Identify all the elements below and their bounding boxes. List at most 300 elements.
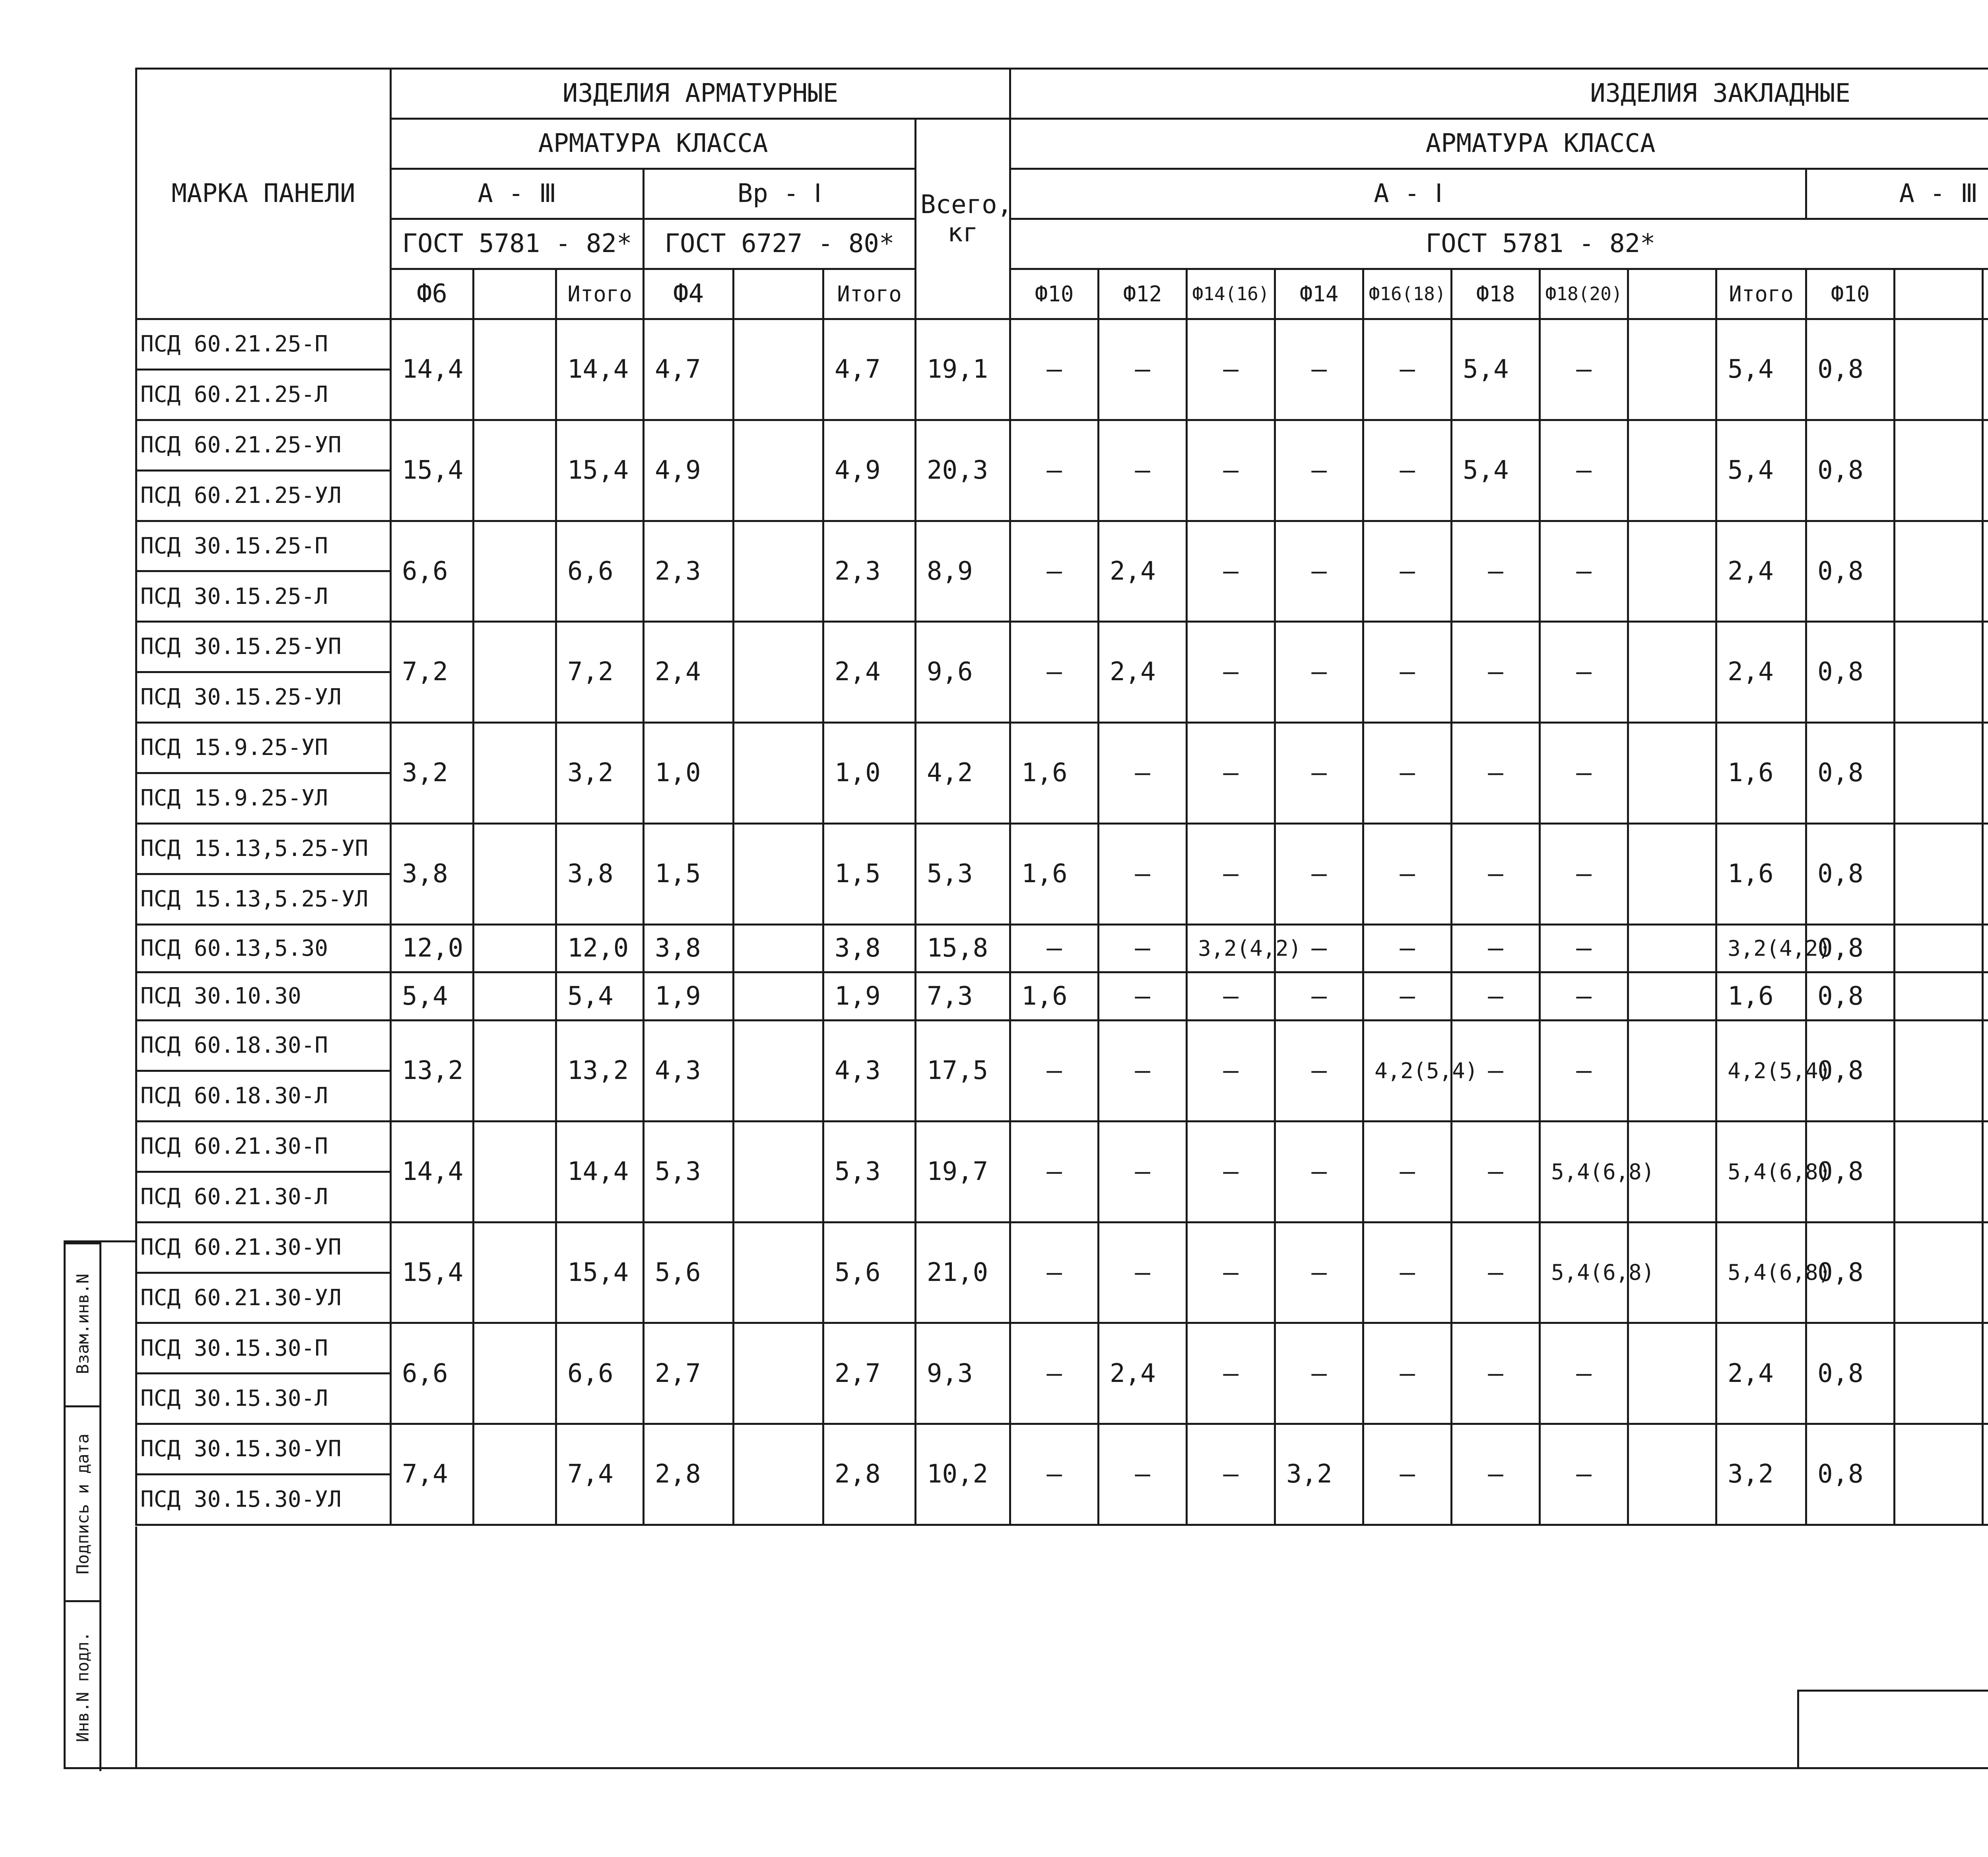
value-cell: 6,6: [556, 1323, 644, 1424]
value-cell: —: [1275, 420, 1363, 521]
value-cell: 0,8: [1806, 972, 1895, 1021]
value-cell: 2,3: [823, 521, 916, 622]
value-cell: 4,2(5,4): [1363, 1021, 1452, 1122]
value-cell: —: [1363, 1424, 1452, 1525]
panel-mark: ПСД 15.9.25-УЛ: [136, 773, 391, 823]
title-block: [1797, 1690, 1988, 1769]
value-cell: 14,4: [556, 319, 644, 420]
value-cell: [734, 622, 823, 723]
value-cell: 3,8: [556, 823, 644, 924]
value-cell: 0,8: [1806, 1222, 1895, 1323]
header-phi4: Ф4: [644, 269, 734, 319]
value-cell: —: [1275, 924, 1363, 972]
header-row-5: [136, 269, 1988, 319]
value-cell: —: [1187, 420, 1275, 521]
value-cell: 2,8: [823, 1424, 916, 1525]
header-class-a3: А - Ⅲ: [391, 169, 644, 219]
value-cell: —: [1452, 521, 1540, 622]
value-cell: —: [1187, 1021, 1275, 1122]
value-cell: —: [1010, 1121, 1099, 1222]
value-cell: 1,6: [1010, 823, 1099, 924]
value-cell: [474, 723, 556, 824]
value-cell: [1983, 319, 1988, 420]
value-cell: 13,2: [556, 1021, 644, 1122]
panel-mark: ПСД 60.21.30-УЛ: [136, 1273, 391, 1323]
value-cell: —: [1363, 1121, 1452, 1222]
value-cell: [1628, 1323, 1716, 1424]
header-armatura-klassa-1: АРМАТУРА КЛАССА: [391, 119, 916, 169]
value-cell: 5,4(6,8): [1540, 1222, 1628, 1323]
value-cell: —: [1275, 319, 1363, 420]
value-cell: 4,3: [644, 1021, 734, 1122]
value-cell: —: [1363, 420, 1452, 521]
value-cell: —: [1187, 319, 1275, 420]
value-cell: [1895, 420, 1983, 521]
table-row: [136, 1424, 1988, 1475]
table-row: [136, 1323, 1988, 1374]
value-cell: 5,4(6,8): [1540, 1121, 1628, 1222]
value-cell: 5,4(6,8): [1716, 1222, 1806, 1323]
table-row: [136, 723, 1988, 773]
value-cell: 21,0: [916, 1222, 1010, 1323]
stamp-podpis-data: Подпись и дата: [66, 1405, 101, 1600]
value-cell: [474, 521, 556, 622]
value-cell: 0,8: [1806, 521, 1895, 622]
panel-mark: ПСД 60.21.25-УП: [136, 420, 391, 470]
value-cell: 9,6: [916, 622, 1010, 723]
value-cell: —: [1540, 972, 1628, 1021]
value-cell: 2,4: [1716, 1323, 1806, 1424]
value-cell: [1895, 1021, 1983, 1122]
value-cell: —: [1452, 924, 1540, 972]
value-cell: 1,0: [644, 723, 734, 824]
value-cell: 5,3: [644, 1121, 734, 1222]
blank-area: [135, 1527, 1988, 1769]
value-cell: —: [1452, 1222, 1540, 1323]
value-cell: 2,4: [1716, 622, 1806, 723]
table-row: [136, 420, 1988, 470]
header-empty: [734, 269, 823, 319]
value-cell: 19,1: [916, 319, 1010, 420]
value-cell: 2,7: [823, 1323, 916, 1424]
header-itogo: Итого: [1716, 269, 1806, 319]
value-cell: —: [1452, 1121, 1540, 1222]
value-cell: 15,4: [391, 420, 474, 521]
value-cell: [1895, 521, 1983, 622]
header-itogo: [1983, 269, 1988, 319]
value-cell: —: [1540, 622, 1628, 723]
value-cell: 15,4: [391, 1222, 474, 1323]
panel-mark: ПСД 30.15.25-Л: [136, 571, 391, 622]
value-cell: —: [1363, 521, 1452, 622]
value-cell: 1,5: [823, 823, 916, 924]
value-cell: 2,3: [644, 521, 734, 622]
header-vsego-armaturnye: Всего, кг: [916, 119, 1010, 319]
value-cell: [1628, 723, 1716, 824]
header-empty: [1895, 269, 1983, 319]
value-cell: [1983, 1121, 1988, 1222]
value-cell: [474, 319, 556, 420]
value-cell: 1,6: [1010, 972, 1099, 1021]
value-cell: 8,9: [916, 521, 1010, 622]
panel-mark: ПСД 30.15.30-УЛ: [136, 1475, 391, 1525]
header-phi16-18: Ф16(18): [1363, 269, 1452, 319]
panel-mark: ПСД 30.15.30-Л: [136, 1374, 391, 1424]
value-cell: [1983, 622, 1988, 723]
header-gost-5781-a: ГОСТ 5781 - 82*: [391, 219, 644, 269]
value-cell: 15,4: [556, 420, 644, 521]
value-cell: [1628, 972, 1716, 1021]
value-cell: —: [1275, 1021, 1363, 1122]
value-cell: —: [1540, 1323, 1628, 1424]
value-cell: 2,4: [823, 622, 916, 723]
value-cell: —: [1275, 1323, 1363, 1424]
header-row-4: [136, 219, 1988, 269]
value-cell: 3,8: [644, 924, 734, 972]
value-cell: —: [1275, 823, 1363, 924]
value-cell: [734, 420, 823, 521]
value-cell: 5,4: [391, 972, 474, 1021]
value-cell: [1983, 420, 1988, 521]
materials-table: [135, 68, 1988, 1526]
value-cell: 1,5: [644, 823, 734, 924]
header-row-1: [136, 69, 1988, 119]
value-cell: 15,4: [556, 1222, 644, 1323]
value-cell: —: [1452, 972, 1540, 1021]
panel-mark: ПСД 60.21.30-П: [136, 1121, 391, 1172]
value-cell: —: [1540, 823, 1628, 924]
value-cell: 3,8: [823, 924, 916, 972]
panel-mark: ПСД 30.15.25-УП: [136, 622, 391, 672]
value-cell: —: [1540, 420, 1628, 521]
value-cell: 4,7: [644, 319, 734, 420]
value-cell: [1983, 723, 1988, 824]
value-cell: —: [1452, 1424, 1540, 1525]
value-cell: 14,4: [391, 1121, 474, 1222]
value-cell: —: [1363, 972, 1452, 1021]
value-cell: [734, 319, 823, 420]
value-cell: —: [1187, 622, 1275, 723]
value-cell: 0,8: [1806, 622, 1895, 723]
value-cell: —: [1275, 1222, 1363, 1323]
value-cell: 2,4: [644, 622, 734, 723]
value-cell: 6,6: [391, 521, 474, 622]
value-cell: 0,8: [1806, 1323, 1895, 1424]
value-cell: [734, 1424, 823, 1525]
value-cell: 2,4: [1099, 1323, 1187, 1424]
value-cell: [1628, 924, 1716, 972]
value-cell: 0,8: [1806, 723, 1895, 824]
value-cell: —: [1187, 823, 1275, 924]
value-cell: [1628, 521, 1716, 622]
value-cell: —: [1187, 1323, 1275, 1424]
value-cell: —: [1275, 972, 1363, 1021]
value-cell: [734, 1021, 823, 1122]
value-cell: 7,4: [556, 1424, 644, 1525]
value-cell: 3,2: [1716, 1424, 1806, 1525]
value-cell: —: [1540, 1021, 1628, 1122]
value-cell: —: [1275, 521, 1363, 622]
value-cell: —: [1010, 924, 1099, 972]
value-cell: 0,8: [1806, 1021, 1895, 1122]
value-cell: [734, 1323, 823, 1424]
value-cell: [474, 924, 556, 972]
value-cell: [1983, 1424, 1988, 1525]
table-row: [136, 622, 1988, 672]
value-cell: [474, 823, 556, 924]
value-cell: 1,6: [1716, 972, 1806, 1021]
header-empty: [474, 269, 556, 319]
value-cell: —: [1452, 622, 1540, 723]
value-cell: [1983, 972, 1988, 1021]
table-row: [136, 1021, 1988, 1071]
value-cell: 0,8: [1806, 420, 1895, 521]
value-cell: —: [1363, 622, 1452, 723]
value-cell: —: [1187, 1121, 1275, 1222]
table-row: [136, 319, 1988, 370]
header-armatura-klassa-2: АРМАТУРА КЛАССА: [1010, 119, 1988, 169]
value-cell: 3,2(4,2): [1187, 924, 1275, 972]
value-cell: [1628, 622, 1716, 723]
panel-mark: ПСД 60.21.30-Л: [136, 1172, 391, 1222]
value-cell: 20,3: [916, 420, 1010, 521]
value-cell: 3,2: [391, 723, 474, 824]
value-cell: [1983, 1222, 1988, 1323]
header-phi10: Ф10: [1806, 269, 1895, 319]
value-cell: 17,5: [916, 1021, 1010, 1122]
value-cell: [1628, 823, 1716, 924]
value-cell: 1,0: [823, 723, 916, 824]
value-cell: [1628, 319, 1716, 420]
value-cell: [474, 622, 556, 723]
value-cell: 5,4: [1452, 420, 1540, 521]
table-row: [136, 1121, 1988, 1172]
value-cell: —: [1187, 723, 1275, 824]
value-cell: 5,3: [823, 1121, 916, 1222]
value-cell: —: [1099, 1424, 1187, 1525]
value-cell: [1895, 924, 1983, 972]
value-cell: —: [1010, 1323, 1099, 1424]
value-cell: [1895, 1121, 1983, 1222]
panel-mark: ПСД 30.15.30-УП: [136, 1424, 391, 1475]
value-cell: 1,9: [644, 972, 734, 1021]
value-cell: 3,8: [391, 823, 474, 924]
value-cell: 4,2(5,4): [1716, 1021, 1806, 1122]
value-cell: 4,9: [823, 420, 916, 521]
panel-mark: ПСД 60.21.30-УП: [136, 1222, 391, 1273]
value-cell: —: [1452, 723, 1540, 824]
value-cell: 4,2: [916, 723, 1010, 824]
value-cell: 0,8: [1806, 1121, 1895, 1222]
table-row: [136, 521, 1988, 571]
value-cell: —: [1452, 823, 1540, 924]
panel-mark: ПСД 60.18.30-П: [136, 1021, 391, 1071]
panel-mark: ПСД 15.9.25-УП: [136, 723, 391, 773]
value-cell: —: [1010, 420, 1099, 521]
value-cell: —: [1099, 319, 1187, 420]
value-cell: [1983, 924, 1988, 972]
header-itogo: Итого: [823, 269, 916, 319]
header-phi12: Ф12: [1099, 269, 1187, 319]
value-cell: [1895, 622, 1983, 723]
value-cell: —: [1099, 723, 1187, 824]
value-cell: 4,9: [644, 420, 734, 521]
value-cell: [734, 1121, 823, 1222]
value-cell: —: [1187, 1424, 1275, 1525]
value-cell: 19,7: [916, 1121, 1010, 1222]
panel-mark: ПСД 30.10.30: [136, 972, 391, 1021]
value-cell: —: [1010, 319, 1099, 420]
value-cell: 5,4: [556, 972, 644, 1021]
value-cell: [1983, 521, 1988, 622]
value-cell: —: [1452, 1021, 1540, 1122]
value-cell: —: [1363, 319, 1452, 420]
value-cell: 12,0: [556, 924, 644, 972]
header-row-3: [136, 169, 1988, 219]
header-gost-6727: ГОСТ 6727 - 80*: [644, 219, 916, 269]
header-phi14: Ф14: [1275, 269, 1363, 319]
value-cell: 5,3: [916, 823, 1010, 924]
header-phi10: Ф10: [1010, 269, 1099, 319]
value-cell: [1895, 319, 1983, 420]
value-cell: 3,2(4,2): [1716, 924, 1806, 972]
value-cell: [474, 1121, 556, 1222]
header-empty: [1628, 269, 1716, 319]
value-cell: [1628, 1424, 1716, 1525]
panel-mark: ПСД 60.21.25-УЛ: [136, 470, 391, 521]
value-cell: 7,3: [916, 972, 1010, 1021]
value-cell: 7,2: [556, 622, 644, 723]
value-cell: —: [1010, 1222, 1099, 1323]
value-cell: [734, 924, 823, 972]
panel-mark: ПСД 15.13,5.25-УП: [136, 823, 391, 874]
value-cell: 5,4: [1452, 319, 1540, 420]
value-cell: 0,8: [1806, 1424, 1895, 1525]
value-cell: —: [1099, 1021, 1187, 1122]
value-cell: —: [1099, 924, 1187, 972]
value-cell: 10,2: [916, 1424, 1010, 1525]
panel-mark: ПСД 60.21.25-Л: [136, 369, 391, 420]
value-cell: [474, 1323, 556, 1424]
value-cell: 12,0: [391, 924, 474, 972]
value-cell: 7,4: [391, 1424, 474, 1525]
value-cell: —: [1275, 1121, 1363, 1222]
panel-mark: ПСД 15.13,5.25-УЛ: [136, 874, 391, 924]
header-phi18: Ф18: [1452, 269, 1540, 319]
value-cell: [734, 1222, 823, 1323]
stamp-vzam-inv: Взам.инв.N: [66, 1242, 101, 1405]
value-cell: [734, 521, 823, 622]
value-cell: [1895, 1424, 1983, 1525]
header-gost-5781-b: ГОСТ 5781 - 82*: [1010, 219, 1988, 269]
value-cell: [734, 723, 823, 824]
header-izdeliya-armaturnye: ИЗДЕЛИЯ АРМАТУРНЫЕ: [391, 69, 1010, 119]
value-cell: [1895, 723, 1983, 824]
header-class-a1: А - Ⅰ: [1010, 169, 1806, 219]
value-cell: 0,8: [1806, 823, 1895, 924]
value-cell: —: [1540, 1424, 1628, 1525]
value-cell: 6,6: [556, 521, 644, 622]
value-cell: —: [1010, 1021, 1099, 1122]
value-cell: 5,6: [644, 1222, 734, 1323]
value-cell: 0,8: [1806, 319, 1895, 420]
value-cell: 2,4: [1716, 521, 1806, 622]
value-cell: 14,4: [391, 319, 474, 420]
value-cell: 4,3: [823, 1021, 916, 1122]
value-cell: [1895, 1323, 1983, 1424]
table-body: [136, 319, 1988, 1525]
value-cell: —: [1363, 1323, 1452, 1424]
value-cell: 5,6: [823, 1222, 916, 1323]
value-cell: 1,9: [823, 972, 916, 1021]
panel-mark: ПСД 30.15.25-П: [136, 521, 391, 571]
value-cell: 2,7: [644, 1323, 734, 1424]
table-row: [136, 823, 1988, 874]
value-cell: —: [1010, 1424, 1099, 1525]
value-cell: [1895, 1222, 1983, 1323]
value-cell: [734, 823, 823, 924]
value-cell: [1895, 823, 1983, 924]
table-row: [136, 972, 1988, 1021]
value-cell: 5,4(6,8): [1716, 1121, 1806, 1222]
value-cell: 1,6: [1716, 823, 1806, 924]
panel-mark: ПСД 60.13,5.30: [136, 924, 391, 972]
value-cell: 14,4: [556, 1121, 644, 1222]
side-stamp: [64, 1240, 135, 1769]
value-cell: —: [1099, 1121, 1187, 1222]
value-cell: 3,2: [1275, 1424, 1363, 1525]
value-cell: —: [1363, 924, 1452, 972]
value-cell: 6,6: [391, 1323, 474, 1424]
value-cell: —: [1187, 972, 1275, 1021]
value-cell: 0,8: [1806, 924, 1895, 972]
value-cell: —: [1275, 622, 1363, 723]
value-cell: —: [1099, 420, 1187, 521]
header-marka-paneli: МАРКА ПАНЕЛИ: [136, 69, 391, 319]
stamp-inv-podl: Инв.N подл.: [66, 1600, 101, 1771]
header-class-vr1: Вр - Ⅰ: [644, 169, 916, 219]
value-cell: 13,2: [391, 1021, 474, 1122]
value-cell: 7,2: [391, 622, 474, 723]
panel-mark: ПСД 60.18.30-Л: [136, 1071, 391, 1122]
value-cell: —: [1363, 823, 1452, 924]
value-cell: —: [1275, 723, 1363, 824]
value-cell: [474, 1021, 556, 1122]
document-code: [1815, 1715, 1988, 1749]
value-cell: [1983, 1323, 1988, 1424]
value-cell: [1983, 823, 1988, 924]
value-cell: —: [1099, 1222, 1187, 1323]
value-cell: 5,4: [1716, 319, 1806, 420]
value-cell: 4,7: [823, 319, 916, 420]
value-cell: —: [1187, 521, 1275, 622]
value-cell: —: [1363, 1222, 1452, 1323]
header-phi14-16: Ф14(16): [1187, 269, 1275, 319]
value-cell: 2,4: [1099, 521, 1187, 622]
value-cell: —: [1540, 319, 1628, 420]
header-phi6: Ф6: [391, 269, 474, 319]
panel-mark: ПСД 30.15.25-УЛ: [136, 672, 391, 723]
value-cell: —: [1540, 924, 1628, 972]
header-class-a3-zakl: А - Ⅲ: [1806, 169, 1988, 219]
value-cell: —: [1363, 723, 1452, 824]
panel-mark: ПСД 60.21.25-П: [136, 319, 391, 370]
value-cell: —: [1452, 1323, 1540, 1424]
value-cell: 9,3: [916, 1323, 1010, 1424]
table-row: [136, 1222, 1988, 1273]
value-cell: 5,4: [1716, 420, 1806, 521]
value-cell: [1983, 1021, 1988, 1122]
